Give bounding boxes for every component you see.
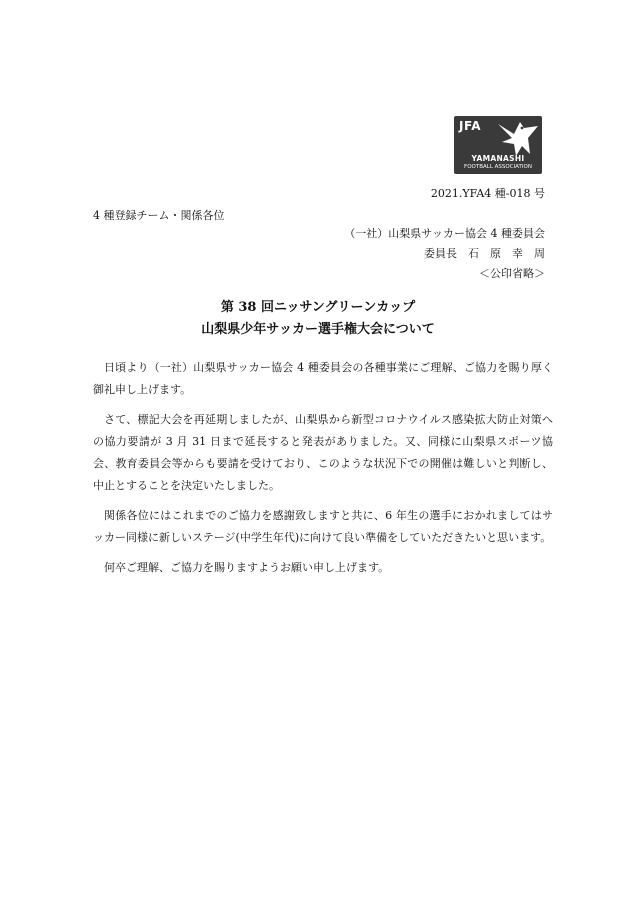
recipient: 4 種登録チーム・関係各位 xyxy=(93,209,225,222)
paragraph: 日頃より（一社）山梨県サッカー協会 4 種委員会の各種事業にご理解、ご協力を賜り厚く御礼申し上げます。 xyxy=(93,361,553,396)
logo-abbr: JFA xyxy=(459,119,482,133)
jfa-yamanashi-logo xyxy=(454,116,542,174)
logo-line1: YAMANASHI xyxy=(471,154,525,163)
paragraph: 関係各位にはこれまでのご協力を感謝致しますと共に、6 年生の選手におかれましてはサッカー同様に新しいステージ(中学生年代)に向けて良い準備をしていただきたいと思います。 xyxy=(93,509,553,544)
document-title xyxy=(0,297,636,341)
paragraph: さて、標記大会を再延期しましたが、山梨県から新型コロナウイルス感染拡大防止対策への協力要請が 3 月 31 日まで延長すると発表がありました。又、同様に山梨県スポーツ協会、教育委員会等からも要請を受けており、このような状況下での開催は難しいと判断し、中止とすることを決定いたしました。 xyxy=(93,413,553,492)
sender-org: （一社）山梨県サッカー協会 4 種委員会 xyxy=(344,227,545,240)
sender-block xyxy=(344,224,545,284)
crow-emblem-icon xyxy=(494,118,540,158)
sender-person: 委員長 石 原 幸 周 xyxy=(424,247,545,260)
paragraph: 何卒ご理解、ご協力を賜りますようお願い申し上げます。 xyxy=(104,561,390,574)
title-line1: 第 38 回ニッサングリーンカップ xyxy=(220,300,416,315)
logo-line2: FOOTBALL ASSOCIATION xyxy=(464,164,532,170)
title-line2: 山梨県少年サッカー選手権大会について xyxy=(201,322,435,337)
body-text xyxy=(93,357,553,587)
seal-note: ＜公印省略＞ xyxy=(479,267,545,280)
document-number: 2021.YFA4 種-018 号 xyxy=(430,187,545,200)
